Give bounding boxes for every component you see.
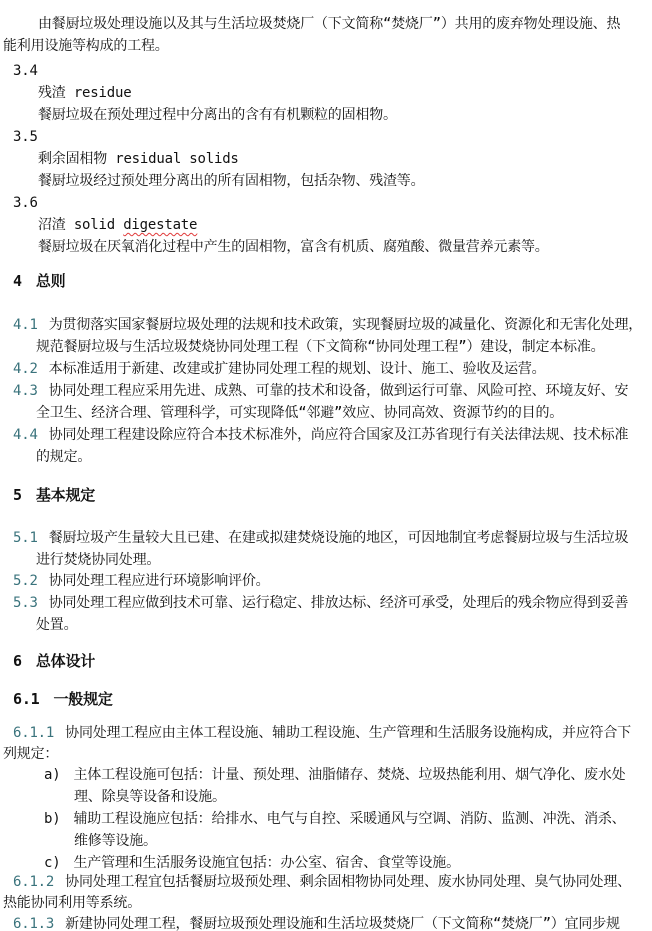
line-5: [13, 484, 95, 506]
text-run: 协同处理工程应由主体工程设施、辅助工程设施、生产管理和生活服务设施构成，并应符合下: [65, 725, 631, 741]
text-run: 热能协同利用等系统。: [3, 895, 141, 911]
text-run: 总体设计: [35, 652, 96, 670]
text-line-10: [38, 236, 549, 258]
line-6: [13, 650, 95, 672]
text-run: 本标准适用于新建、改建或扩建协同处理工程的规划、设计、施工、验收及运营。: [48, 361, 546, 377]
text-run: 生产管理和生活服务设施宜包括：办公室、宿舍、食堂等设施。: [73, 855, 460, 871]
text-run: 维修等设施。: [74, 833, 157, 849]
text-run: 沼渣 solid: [38, 217, 124, 233]
misspelled-word: digestate: [123, 217, 198, 233]
text-line-1: [3, 35, 169, 57]
text-line-13: [36, 336, 604, 358]
clause-number: 3.6: [13, 195, 38, 211]
clause-number: 4.3: [13, 383, 38, 399]
line-3.5: [13, 126, 49, 148]
line-6.1.1: [13, 722, 631, 744]
text-line-4: [38, 104, 397, 126]
text-run: 协同处理工程建设除应符合本技术标准外，尚应符合国家及江苏省现行有关法律法规、技术标准: [48, 427, 629, 443]
clause-number: 6.1: [13, 690, 40, 708]
clause-number: 6: [13, 652, 22, 670]
text-run: 由餐厨垃圾处理设施以及其与生活垃圾焚烧厂（下文简称“焚烧厂”）共用的废弃物处理设施、热: [38, 16, 621, 32]
clause-number: 6.1.2: [13, 874, 55, 890]
text-run: 规范餐厨垃圾与生活垃圾焚烧协同处理工程（下文简称“协同处理工程”）建设，制定本标准。: [36, 339, 605, 355]
text-run: 主体工程设施可包括：计量、预处理、油脂储存、焚烧、垃圾热能利用、烟气净化、废水处: [73, 767, 626, 783]
text-line-9: [38, 214, 197, 236]
text-run: 的规定。: [36, 449, 92, 465]
text-run: 新建协同处理工程，餐厨垃圾预处理设施和生活垃圾焚烧厂（下文简称“焚烧厂”）宜同步规: [65, 916, 620, 931]
text-run: 餐厨垃圾产生量较大且已建、在建或拟建焚烧设施的地区，可因地制宜考虑餐厨垃圾与生活垃圾: [48, 530, 629, 546]
text-run: 总则: [35, 272, 66, 290]
clause-number: 4: [13, 272, 22, 290]
line-3.4: [13, 60, 49, 82]
text-run: 残渣 residue: [38, 85, 132, 101]
text-line-30: [74, 786, 226, 808]
text-line-3: [38, 82, 131, 104]
text-line-35: [3, 892, 141, 914]
text-run: 能利用设施等构成的工程。: [3, 38, 169, 54]
line-4: [13, 270, 65, 292]
clause-number: a): [44, 767, 61, 783]
text-run: 协同处理工程应采用先进、成熟、可靠的技术和设备，做到运行可靠、风险可控、环境友好、安: [48, 383, 629, 399]
text-run: 协同处理工程宜包括餐厨垃圾预处理、剩余固相物协同处理、废水协同处理、臭气协同处理、: [65, 874, 631, 890]
line-4.2: [13, 358, 546, 380]
line-b: [44, 808, 625, 830]
clause-number: 6.1.3: [13, 916, 55, 931]
line-6.1.3: [13, 913, 620, 931]
text-line-16: [36, 402, 563, 424]
clause-number: b): [44, 811, 61, 827]
text-run: 处置。: [36, 617, 78, 633]
text-line-24: [36, 614, 77, 636]
text-run: 进行焚烧协同处理。: [36, 552, 161, 568]
line-a: [44, 764, 625, 786]
text-run: 为贯彻落实国家餐厨垃圾处理的法规和技术政策，实现餐厨垃圾的减量化、资源化和无害化处理，: [48, 317, 643, 333]
line-6.1: [13, 688, 113, 710]
text-line-18: [36, 446, 91, 468]
clause-number: 6.1.1: [13, 725, 55, 741]
text-line-0: [38, 13, 620, 35]
line-4.3: [13, 380, 628, 402]
line-6.1.2: [13, 871, 631, 893]
text-run: 餐厨垃圾经过预处理分离出的所有固相物，包括杂物、残渣等。: [38, 173, 425, 189]
text-run: 协同处理工程应做到技术可靠、运行稳定、排放达标、经济可承受，处理后的残余物应得到妥善: [48, 595, 629, 611]
text-line-21: [36, 549, 160, 571]
line-3.6: [13, 192, 49, 214]
clause-number: 5.3: [13, 595, 38, 611]
clause-number: 3.5: [13, 129, 38, 145]
clause-number: 3.4: [13, 63, 38, 79]
clause-number: 4.1: [13, 317, 38, 333]
text-line-7: [38, 170, 424, 192]
clause-number: c): [44, 855, 61, 871]
clause-number: 5.1: [13, 530, 38, 546]
text-run: 辅助工程设施应包括：给排水、电气与自控、采暖通风与空调、消防、监测、冲洗、消杀、: [73, 811, 626, 827]
text-run: 全卫生、经济合理、管理科学，可实现降低“邻避”效应、协同高效、资源节约的目的。: [36, 405, 564, 421]
text-line-32: [74, 830, 157, 852]
text-run: 餐厨垃圾在预处理过程中分离出的含有有机颗粒的固相物。: [38, 107, 397, 123]
line-5.2: [13, 570, 270, 592]
clause-number: 5.2: [13, 573, 38, 589]
text-line-28: [3, 743, 58, 765]
clause-number: 5: [13, 486, 22, 504]
line-5.3: [13, 592, 628, 614]
text-run: 协同处理工程应进行环境影响评价。: [48, 573, 270, 589]
text-run: 列规定：: [3, 746, 59, 762]
clause-number: 4.2: [13, 361, 38, 377]
text-run: 餐厨垃圾在厌氧消化过程中产生的固相物，富含有机质、腐殖酸、微量营养元素等。: [38, 239, 549, 255]
text-line-6: [38, 148, 239, 170]
clause-number: 4.4: [13, 427, 38, 443]
line-5.1: [13, 527, 628, 549]
line-4.1: [13, 314, 642, 336]
text-run: 基本规定: [35, 486, 96, 504]
line-4.4: [13, 424, 628, 446]
text-run: 一般规定: [53, 690, 113, 708]
text-run: 剩余固相物 residual solids: [38, 151, 239, 167]
text-run: 理、除臭等设备和设施。: [74, 789, 226, 805]
